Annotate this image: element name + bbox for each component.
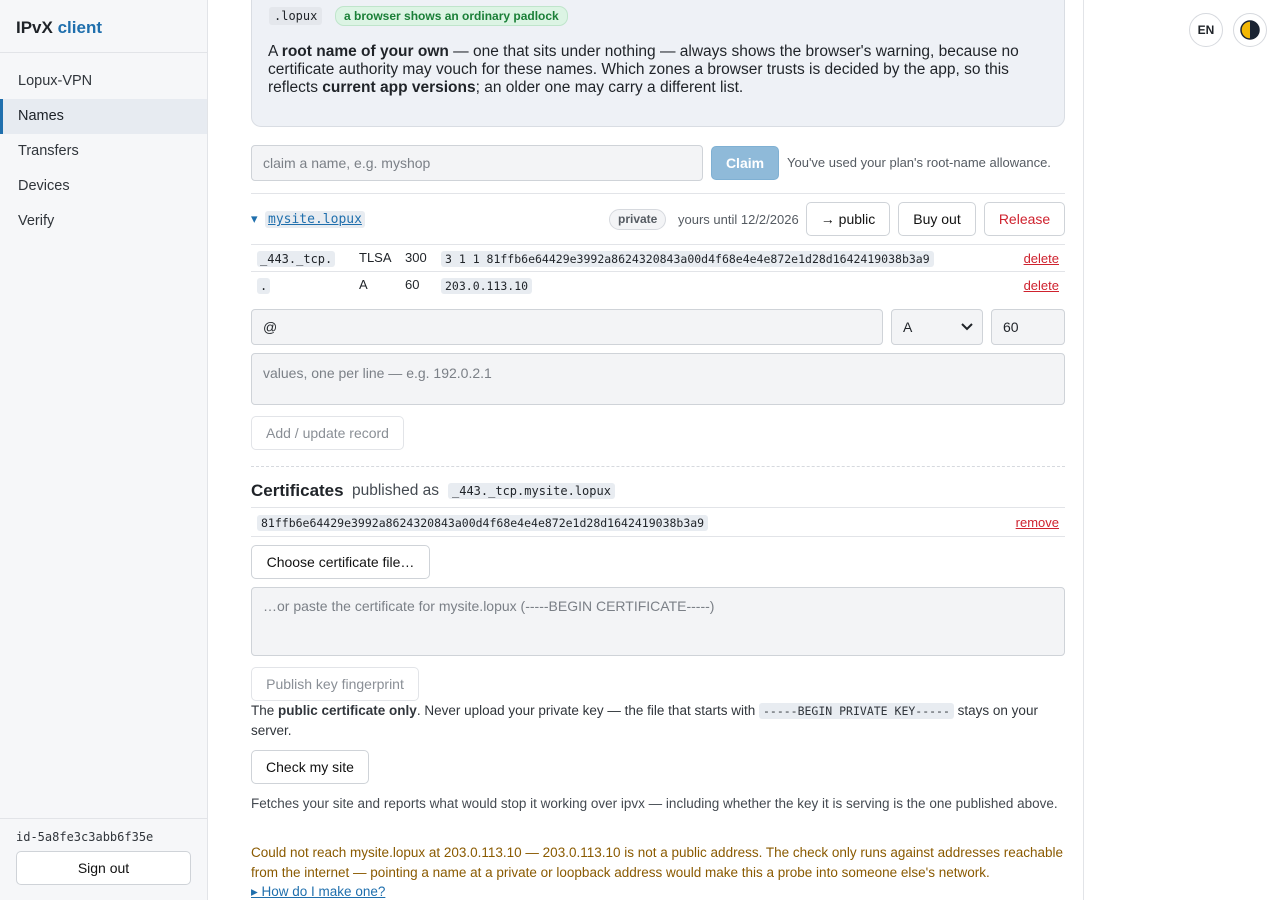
remove-certificate-link[interactable]: remove: [1015, 515, 1059, 530]
record-type: A: [359, 277, 368, 292]
check-site-button[interactable]: Check my site: [251, 750, 369, 784]
name-link[interactable]: mysite.lopux: [265, 211, 365, 228]
published-name: _443._tcp.mysite.lopux: [448, 483, 615, 499]
table-row: [251, 245, 1065, 272]
check-result-warning: Could not reach mysite.lopux at 203.0.113.10 — 203.0.113.10 is not a public address. The check only runs against addresses reachable from the internet — pointing a name at a private or loopback address would make this a probe into someone else's network.: [251, 845, 1064, 880]
private-key-warning: The public certificate only. Never upload your private key — the file that starts with -----BEGIN PRIVATE KEY----- stays on your server.: [251, 703, 1038, 738]
check-description: Fetches your site and reports what would stop it working over ipvx — including whether the key it is serving is the one published above.: [251, 796, 1058, 811]
record-name: _443._tcp.: [257, 251, 335, 267]
choose-certificate-button[interactable]: Choose certificate file…: [251, 545, 430, 579]
brand-name: IPvX: [16, 18, 53, 37]
buy-out-button[interactable]: Buy out: [898, 202, 976, 236]
record-host-input[interactable]: @: [251, 309, 883, 345]
sidebar-footer: [0, 818, 207, 900]
sidebar-nav: [0, 53, 207, 239]
claim-button[interactable]: Claim: [711, 146, 779, 180]
add-record-button[interactable]: Add / update record: [251, 416, 404, 450]
language-button[interactable]: EN: [1189, 13, 1223, 47]
make-public-button[interactable]: → public: [806, 202, 890, 236]
divider: [251, 193, 1065, 194]
app-logo: [0, 0, 207, 53]
record-type-select[interactable]: [891, 309, 983, 345]
publish-fingerprint-button[interactable]: Publish key fingerprint: [251, 667, 419, 701]
root-name-explanation: A root name of your own — one that sits under nothing — always shows the browser's warning, because no certificate authority may vouch for these names. Which zones a browser trusts is decided by the app, so this reflects current app versions; an older one may carry a different list.: [268, 43, 1019, 96]
claim-name-input[interactable]: [251, 145, 703, 181]
main-content: [233, 0, 1084, 900]
sidebar-item-verify[interactable]: Verify: [18, 213, 55, 229]
tld-code: .lopux: [269, 7, 322, 25]
user-id: id-5a8fe3c3abb6f35e: [16, 830, 154, 844]
certificate-row: [251, 507, 1065, 537]
root-name-info-panel: [251, 0, 1065, 127]
name-expiry: yours until 12/2/2026: [678, 212, 799, 227]
table-row: [251, 272, 1065, 299]
record-values-textarea[interactable]: values, one per line — e.g. 192.0.2.1: [251, 353, 1065, 405]
record-ttl-input[interactable]: 60: [991, 309, 1065, 345]
sidebar-item-names[interactable]: Names: [0, 99, 207, 134]
visibility-badge: private: [609, 209, 666, 230]
certificate-paste-textarea[interactable]: …or paste the certificate for mysite.lopux (-----BEGIN CERTIFICATE-----): [251, 587, 1065, 656]
certificates-heading: Certificates: [251, 481, 344, 500]
divider: [251, 466, 1065, 467]
brand-accent: client: [57, 18, 102, 37]
record-type: TLSA: [359, 250, 392, 265]
record-type-value: A: [903, 319, 913, 335]
delete-record-link[interactable]: delete: [1023, 251, 1059, 266]
record-value: 3 1 1 81ffb6e64429e3992a8624320843a00d4f68e4e4e872e1d28d1642419038b3a9: [441, 251, 934, 267]
published-as-label: published as: [352, 482, 440, 499]
chevron-down-icon: [961, 323, 973, 331]
padlock-badge: a browser shows an ordinary padlock: [335, 6, 568, 26]
name-expand-toggle[interactable]: ▾: [251, 211, 258, 226]
record-name: .: [257, 278, 270, 294]
record-ttl: 60: [405, 277, 420, 292]
sidebar-item-transfers[interactable]: Transfers: [18, 143, 79, 159]
delete-record-link[interactable]: delete: [1023, 278, 1059, 293]
record-value: 203.0.113.10: [441, 278, 532, 294]
certificate-fingerprint: 81ffb6e64429e3992a8624320843a00d4f68e4e4e872e1d28d1642419038b3a9: [257, 515, 708, 531]
half-moon-icon: [1240, 20, 1260, 40]
sign-out-button[interactable]: Sign out: [16, 851, 191, 885]
release-button[interactable]: Release: [984, 202, 1065, 236]
theme-toggle-button[interactable]: [1233, 13, 1267, 47]
sidebar: [0, 0, 208, 900]
sidebar-item-devices[interactable]: Devices: [18, 178, 70, 194]
sidebar-item-lopux-vpn[interactable]: Lopux-VPN: [18, 73, 93, 89]
record-ttl: 300: [405, 250, 427, 265]
allowance-note: You've used your plan's root-name allowance.: [787, 155, 1051, 170]
how-do-i-make-one-link[interactable]: ▸ How do I make one?: [251, 884, 386, 899]
